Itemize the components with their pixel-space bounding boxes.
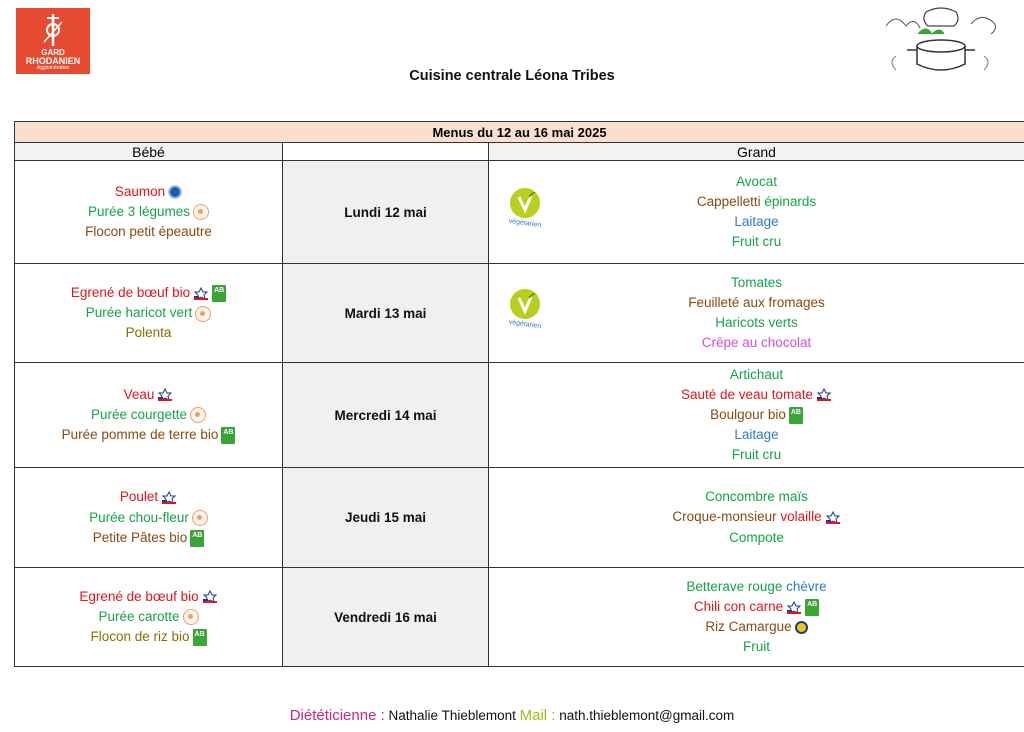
bebe-dish: Purée haricot vert (85, 305, 193, 321)
grand-dish: Fruit cru (731, 447, 782, 463)
vegetarian-v-icon (510, 188, 540, 218)
bebe-dish: Saumon (114, 184, 166, 199)
day-label: Mardi 13 mai (283, 264, 489, 363)
menu-row (15, 363, 1024, 468)
grand-dish: Chili con carne (693, 598, 784, 614)
fait-maison-icon (183, 609, 199, 625)
footer-contact (0, 707, 1024, 724)
fait-maison-icon (195, 306, 211, 322)
bebe-dish: Purée 3 légumes (87, 204, 191, 219)
vegetarian-label: végétarien (508, 217, 542, 230)
vegetarian-badge (507, 188, 543, 230)
bebe-menu-cell (15, 363, 283, 468)
grand-dish: Croque-monsieur volaille (672, 509, 822, 525)
dietitian-label: Diététicienne : (289, 707, 385, 724)
gard-rhodanien-logo (16, 8, 90, 74)
bebe-dish: Purée chou-fleur (89, 509, 189, 525)
grand-dish: Cappelletti épinards (696, 194, 817, 209)
menu-period-header: Menus du 12 au 16 mai 2025 (15, 122, 1024, 143)
grand-dish: Crêpe au chocolat (701, 335, 812, 350)
bebe-menu-cell (15, 568, 283, 667)
grand-menu-cell (489, 264, 1024, 363)
bebe-menu-cell (15, 264, 283, 363)
column-header-day (283, 143, 489, 161)
day-label: Lundi 12 mai (283, 161, 489, 264)
grand-dish: Avocat (735, 174, 778, 189)
grand-dish: Artichaut (729, 366, 784, 382)
mail-address[interactable]: nath.thieblemont@gmail.com (559, 708, 735, 723)
france-origin-icon (202, 590, 218, 604)
menu-table (14, 121, 1024, 667)
grand-dish: Feuilleté aux fromages (688, 295, 825, 310)
menu-row (15, 264, 1024, 363)
bebe-dish: Egrené de bœuf bio (79, 588, 199, 604)
grand-dish: Sauté de veau tomate (680, 386, 814, 402)
france-origin-icon (786, 601, 802, 615)
dietitian-name: Nathalie Thieblemont (388, 708, 516, 723)
grand-dish: Boulgour bio (710, 407, 786, 422)
page-title: Cuisine centrale Léona Tribes (409, 68, 615, 84)
bio-ab-icon: AB (190, 530, 204, 547)
bebe-dish: Petite Pâtes bio (92, 529, 188, 545)
column-header-grand: Grand (489, 143, 1024, 161)
grand-menu-cell (489, 468, 1024, 568)
bebe-dish: Purée courgette (90, 407, 188, 422)
bebe-menu-cell (15, 161, 283, 264)
grand-dish: Tomates (730, 275, 783, 290)
bio-ab-icon: AB (193, 629, 207, 646)
bebe-dish: Flocon petit épeautre (85, 224, 212, 239)
mail-label: Mail : (519, 707, 556, 724)
france-origin-icon (161, 491, 177, 505)
grand-dish: Haricots verts (715, 315, 798, 330)
france-origin-icon (816, 388, 832, 402)
vegetarian-v-icon (510, 289, 540, 319)
logo-line3: Agglomération (36, 65, 70, 71)
bebe-dish: Purée carotte (98, 609, 180, 624)
fait-maison-icon (193, 204, 209, 220)
dish-highlight: chèvre (786, 578, 827, 594)
grand-dish: Riz Camargue (705, 619, 792, 635)
grand-dish: Laitage (734, 214, 779, 229)
grand-menu-cell (489, 363, 1024, 468)
bio-ab-icon: AB (789, 407, 803, 424)
bebe-dish: Flocon de riz bio (90, 629, 190, 644)
day-label: Mercredi 14 mai (283, 363, 489, 468)
bebe-menu-cell (15, 468, 283, 568)
dish-highlight: volaille (780, 509, 822, 525)
vegetarian-label: végétarien (508, 318, 542, 331)
menu-row (15, 161, 1024, 264)
dish-highlight: épinards (764, 194, 817, 209)
logo-line2: RHODANIEN (25, 56, 81, 66)
logo-line1: GARD (41, 48, 65, 57)
france-origin-icon (193, 287, 209, 301)
vegetarian-badge (507, 289, 543, 331)
france-origin-icon (825, 511, 841, 525)
bio-ab-icon: AB (805, 599, 819, 616)
bebe-dish: Polenta (125, 325, 172, 341)
menu-row (15, 468, 1024, 568)
bebe-dish: Egrené de bœuf bio (70, 284, 191, 300)
bio-ab-icon: AB (221, 427, 235, 444)
grand-dish: Laitage (734, 427, 779, 443)
fait-maison-icon (192, 510, 208, 526)
fork-knife-icon (38, 12, 68, 48)
bebe-dish: Veau (123, 386, 155, 402)
grand-dish: Betterave rouge chèvre (686, 578, 827, 594)
grand-dish: Fruit (743, 639, 770, 655)
day-label: Jeudi 15 mai (283, 468, 489, 568)
grand-menu-cell (489, 161, 1024, 264)
bio-ab-icon: AB (212, 285, 226, 302)
day-label: Vendredi 16 mai (283, 568, 489, 667)
grand-menu-cell (489, 568, 1024, 667)
fait-maison-icon (190, 407, 206, 423)
grand-dish: Fruit cru (731, 234, 782, 249)
grand-dish: Compote (729, 529, 784, 545)
menu-rows (15, 161, 1024, 667)
bebe-dish: Poulet (119, 489, 159, 505)
bebe-dish: Purée pomme de terre bio (61, 427, 219, 442)
igp-icon (795, 621, 808, 634)
grand-dish: Concombre maïs (705, 489, 808, 505)
france-origin-icon (157, 388, 173, 402)
column-header-bebe: Bébé (15, 143, 283, 161)
msc-icon (168, 185, 182, 199)
menu-row (15, 568, 1024, 667)
